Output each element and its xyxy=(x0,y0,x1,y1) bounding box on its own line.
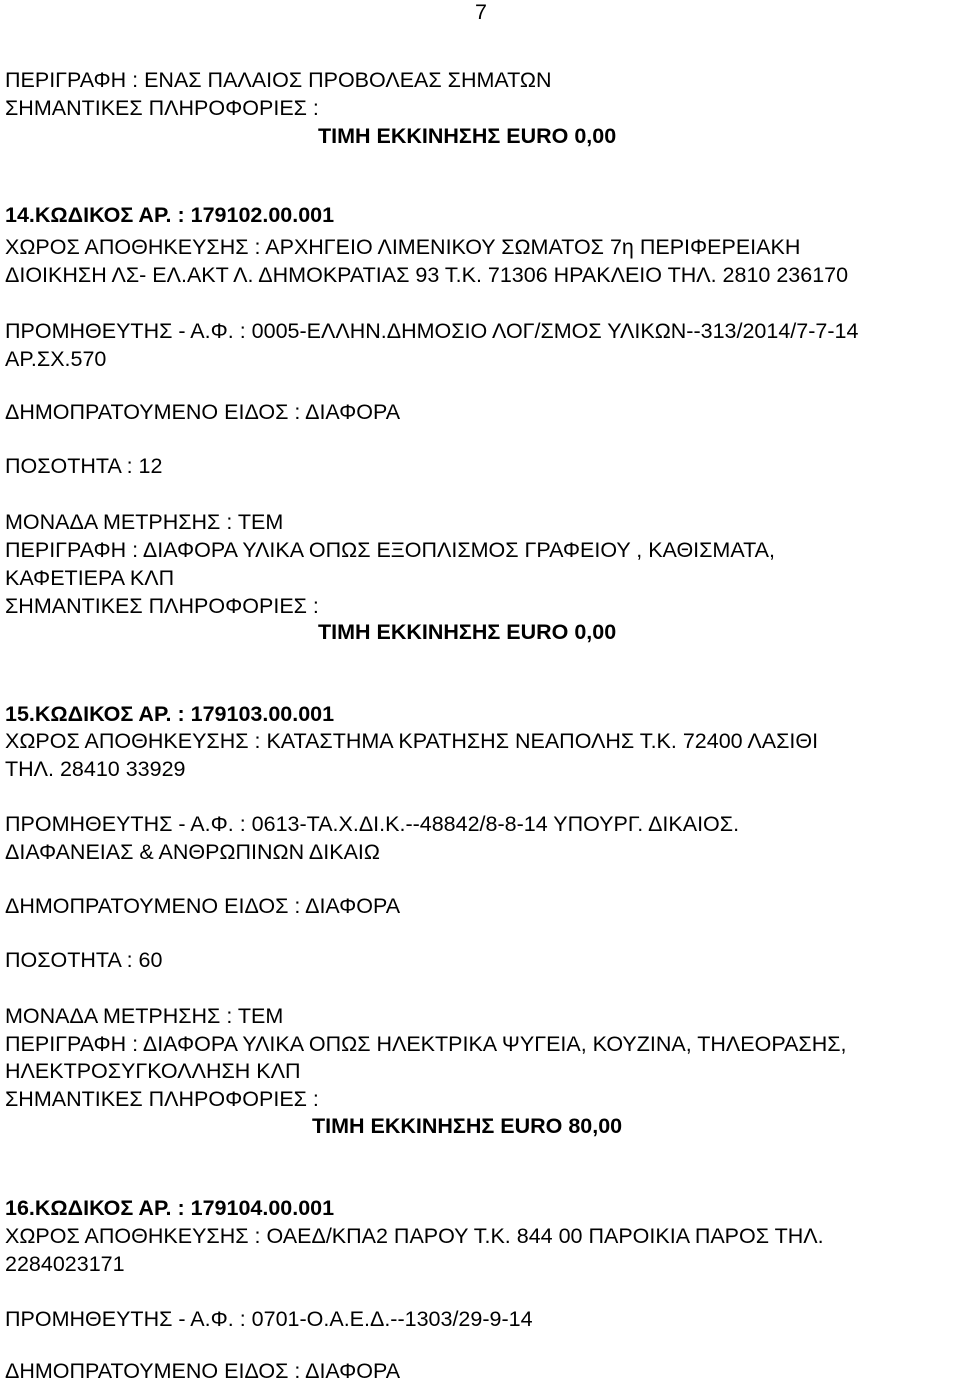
item-16-storage-line-2: 2284023171 xyxy=(5,1252,125,1276)
item-16-supplier-line-1: ΠΡΟΜΗΘΕΥΤΗΣ - Α.Φ. : 0701-Ο.Α.Ε.Δ.--1303/29-9-14 xyxy=(5,1307,533,1331)
item-14-auction-item: ΔΗΜΟΠΡΑΤΟΥΜΕΝΟ ΕΙΔΟΣ : ΔΙΑΦΟΡΑ xyxy=(5,400,401,424)
item-15-quantity: ΠΟΣΟΤΗΤΑ : 60 xyxy=(5,948,163,972)
item-14-supplier-line-1: ΠΡΟΜΗΘΕΥΤΗΣ - Α.Φ. : 0005-ΕΛΛΗΝ.ΔΗΜΟΣΙΟ ΛΟΓ/ΣΜΟΣ ΥΛΙΚΩΝ--313/2014/7-7-14 xyxy=(5,319,859,343)
item-15-description-line-1: ΠΕΡΙΓΡΑΦΗ : ΔΙΑΦΟΡΑ ΥΛΙΚΑ ΟΠΩΣ ΗΛΕΚΤΡΙΚΑ ΨΥΓΕΙΑ, ΚΟΥΖΙΝΑ, ΤΗΛΕΟΡΑΣΗΣ, xyxy=(5,1032,847,1056)
item-16-auction-item: ΔΗΜΟΠΡΑΤΟΥΜΕΝΟ ΕΙΔΟΣ : ΔΙΑΦΟΡΑ xyxy=(5,1359,401,1383)
item-16-code: 16.ΚΩΔΙΚΟΣ ΑΡ. : 179104.00.001 xyxy=(5,1196,335,1220)
item-14-starting-price: ΤΙΜΗ ΕΚΚΙΝΗΣΗΣ EURO 0,00 xyxy=(318,620,617,644)
top-description: ΠΕΡΙΓΡΑΦΗ : ΕΝΑΣ ΠΑΛΑΙΟΣ ΠΡΟΒΟΛΕΑΣ ΣΗΜΑΤΩΝ xyxy=(5,68,552,92)
item-15-description-line-2: ΗΛΕΚΤΡΟΣΥΓΚΟΛΛΗΣΗ ΚΛΠ xyxy=(5,1059,301,1083)
item-14-description-line-1: ΠΕΡΙΓΡΑΦΗ : ΔΙΑΦΟΡΑ ΥΛΙΚΑ ΟΠΩΣ ΕΞΟΠΛΙΣΜΟΣ ΓΡΑΦΕΙΟΥ , ΚΑΘΙΣΜΑΤΑ, xyxy=(5,538,775,562)
item-14-description-line-2: ΚΑΦΕΤΙΕΡΑ ΚΛΠ xyxy=(5,566,175,590)
item-15-supplier-line-1: ΠΡΟΜΗΘΕΥΤΗΣ - Α.Φ. : 0613-ΤΑ.Χ.ΔΙ.Κ.--48842/8-8-14 ΥΠΟΥΡΓ. ΔΙΚΑΙΟΣ. xyxy=(5,812,740,836)
item-14-unit: ΜΟΝΑΔΑ ΜΕΤΡΗΣΗΣ : ΤΕΜ xyxy=(5,510,284,534)
top-starting-price: ΤΙΜΗ ΕΚΚΙΝΗΣΗΣ EURO 0,00 xyxy=(318,124,617,148)
item-15-storage-line-1: ΧΩΡΟΣ ΑΠΟΘΗΚΕΥΣΗΣ : ΚΑΤΑΣΤΗΜΑ ΚΡΑΤΗΣΗΣ ΝΕΑΠΟΛΗΣ Τ.Κ. 72400 ΛΑΣΙΘΙ xyxy=(5,729,819,753)
item-15-storage-line-2: ΤΗΛ. 28410 33929 xyxy=(5,757,186,781)
item-14-important-info: ΣΗΜΑΝΤΙΚΕΣ ΠΛΗΡΟΦΟΡΙΕΣ : xyxy=(5,594,319,618)
item-15-auction-item: ΔΗΜΟΠΡΑΤΟΥΜΕΝΟ ΕΙΔΟΣ : ΔΙΑΦΟΡΑ xyxy=(5,894,401,918)
item-15-supplier-line-2: ΔΙΑΦΑΝΕΙΑΣ & ΑΝΘΡΩΠΙΝΩΝ ΔΙΚΑΙΩ xyxy=(5,840,380,864)
item-14-code: 14.ΚΩΔΙΚΟΣ ΑΡ. : 179102.00.001 xyxy=(5,203,335,227)
top-important-info: ΣΗΜΑΝΤΙΚΕΣ ΠΛΗΡΟΦΟΡΙΕΣ : xyxy=(5,96,319,120)
item-15-starting-price: ΤΙΜΗ ΕΚΚΙΝΗΣΗΣ EURO 80,00 xyxy=(312,1114,623,1138)
item-14-storage-line-2: ΔΙΟΙΚΗΣΗ ΛΣ- ΕΛ.ΑΚΤ Λ. ΔΗΜΟΚΡΑΤΙΑΣ 93 Τ.Κ. 71306 ΗΡΑΚΛΕΙΟ ΤΗΛ. 2810 236170 xyxy=(5,263,849,287)
item-14-quantity: ΠΟΣΟΤΗΤΑ : 12 xyxy=(5,454,163,478)
page-number: 7 xyxy=(475,0,487,24)
item-15-important-info: ΣΗΜΑΝΤΙΚΕΣ ΠΛΗΡΟΦΟΡΙΕΣ : xyxy=(5,1087,319,1111)
item-14-supplier-line-2: ΑΡ.ΣΧ.570 xyxy=(5,347,107,371)
item-16-storage-line-1: ΧΩΡΟΣ ΑΠΟΘΗΚΕΥΣΗΣ : ΟΑΕΔ/ΚΠΑ2 ΠΑΡΟΥ Τ.Κ. 844 00 ΠΑΡΟΙΚΙΑ ΠΑΡΟΣ ΤΗΛ. xyxy=(5,1224,824,1248)
item-15-code: 15.ΚΩΔΙΚΟΣ ΑΡ. : 179103.00.001 xyxy=(5,702,335,726)
item-14-storage-line-1: ΧΩΡΟΣ ΑΠΟΘΗΚΕΥΣΗΣ : ΑΡΧΗΓΕΙΟ ΛΙΜΕΝΙΚΟΥ ΣΩΜΑΤΟΣ 7η ΠΕΡΙΦΕΡΕΙΑΚΗ xyxy=(5,235,801,259)
item-15-unit: ΜΟΝΑΔΑ ΜΕΤΡΗΣΗΣ : ΤΕΜ xyxy=(5,1004,284,1028)
